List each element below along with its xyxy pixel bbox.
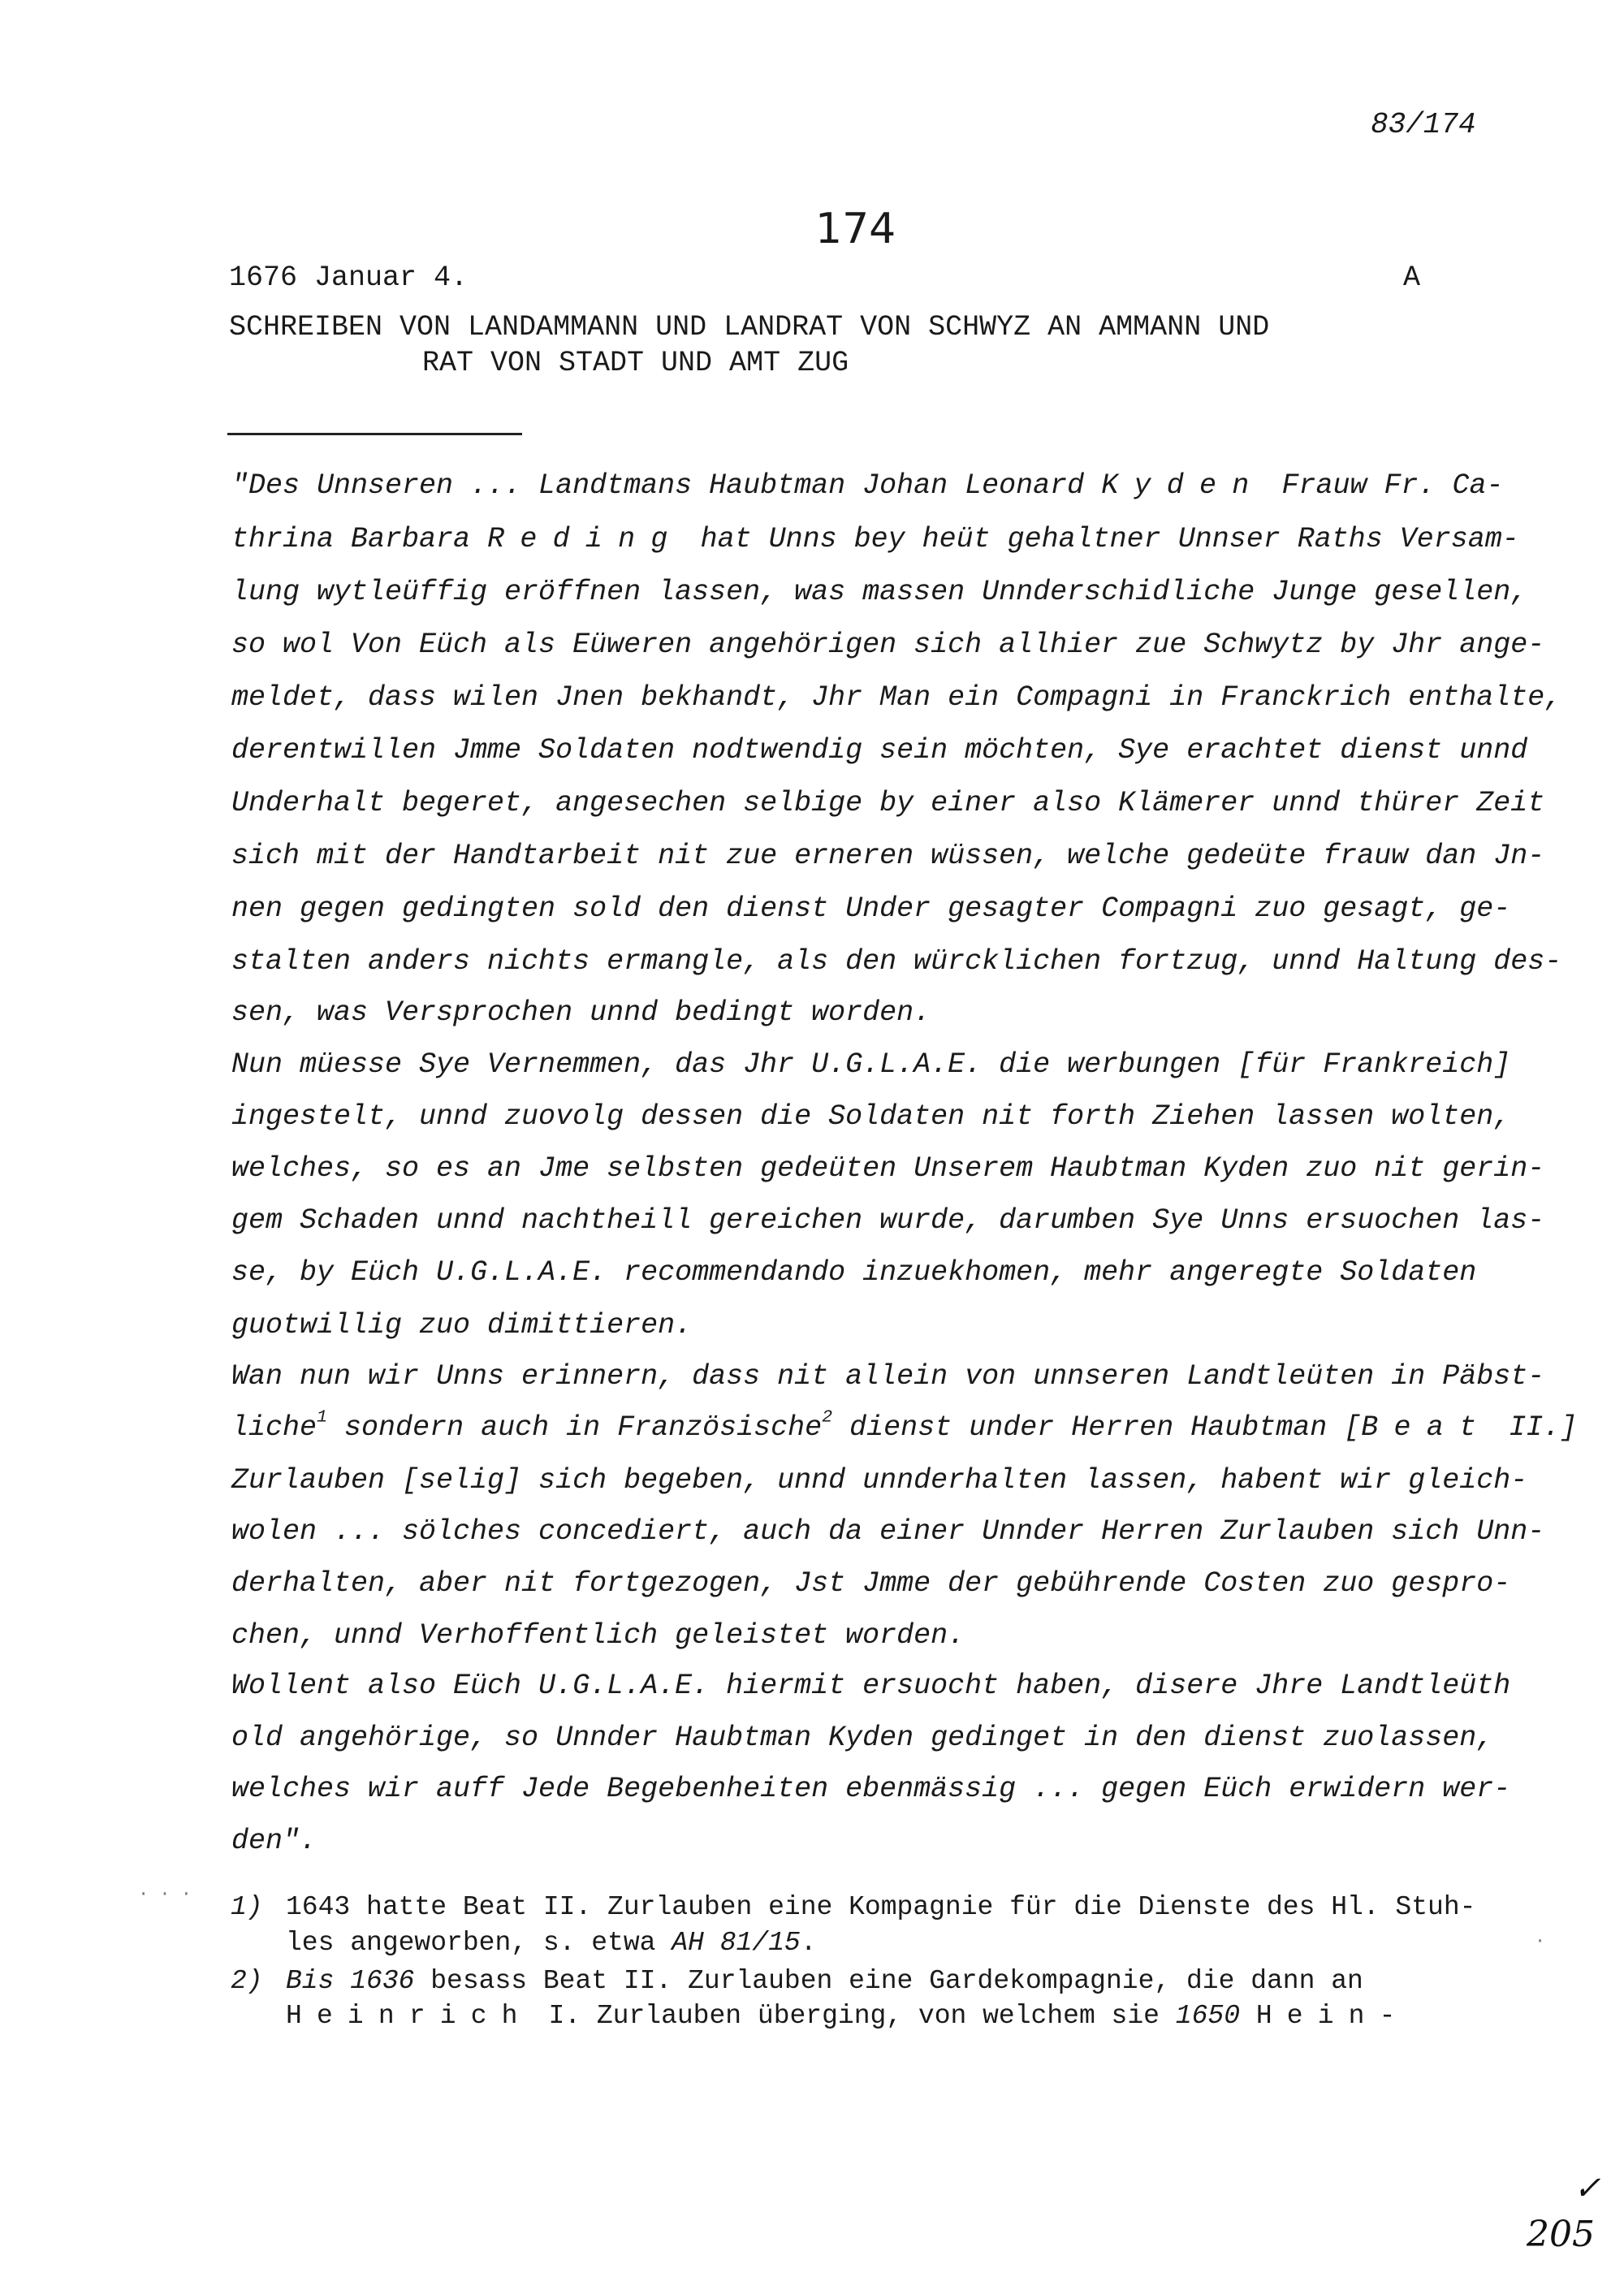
body-line: so wol Von Eüch als Eüweren angehörigen sich allhier zue Schwytz by Jhr ange- [231,629,1545,661]
body-line: gem Schaden unnd nachtheill gereichen wurde, darumben Sye Unns ersuochen las- [231,1204,1545,1237]
footnote-1-line-2: les angeworben, s. etwa AH 81/15. [286,1928,817,1958]
body-line: stalten anders nichts ermangle, als den würcklichen fortzug, unnd Haltung des- [231,945,1562,978]
body-line: old angehörige, so Unnder Haubtman Kyden gedinget in den dienst zuolassen, [231,1722,1494,1754]
body-line: "Des Unnseren ... Landtmans Haubtman Johan Leonard Kyden Frauw Fr. Ca- [231,469,1504,502]
header-rule [227,433,522,435]
footnote-2-line-2: Heinrich I. Zurlauben überging, von welchem sie 1650 Hein- [286,2001,1410,2031]
footnote-1-number: 1) [231,1892,263,1922]
body-line: nen gegen gedingten sold den dienst Under gesagter Compagni zuo gesagt, ge- [231,892,1511,925]
surname-spaced: Kyden [1101,469,1265,502]
body-line: ingestelt, unnd zuovolg dessen die Soldaten nit forth Ziehen lassen wolten, [231,1100,1511,1133]
body-line: chen, unnd Verhoffentlich geleistet worden. [231,1619,965,1652]
body-line: welches wir auff Jede Begebenheiten ebenmässig ... gegen Eüch erwidern wer- [231,1773,1511,1805]
body-line: meldet, dass wilen Jnen bekhandt, Jhr Man ein Compagni in Franckrich enthalte, [231,681,1562,714]
scan-speck: · · · [138,1884,192,1904]
body-line: guotwillig zuo dimittieren. [231,1309,693,1342]
title-line-1: SCHREIBEN VON LANDAMMANN UND LANDRAT VON SCHWYZ AN AMMANN UND [229,311,1270,343]
body-line: Zurlauben [selig] sich begeben, unnd unnderhalten lassen, habent wir gleich- [231,1464,1528,1497]
body-line: wolen ... sölches concediert, auch da einer Unnder Herren Zurlauben sich Unn- [231,1515,1545,1548]
body-line: welches, so es an Jme selbsten gedeüten Unserem Haubtman Kyden zuo nit gerin- [231,1152,1545,1185]
name-spaced: Beat [1361,1411,1492,1444]
body-line: derhalten, aber nit fortgezogen, Jst Jmme der gebührende Costen zuo gespro- [231,1567,1511,1600]
footnote-2-line-1: Bis 1636 besass Beat II. Zurlauben eine Gardekompagnie, die dann an [286,1966,1363,1996]
surname-spaced: Reding [487,523,684,555]
body-line: Nun müesse Sye Vernemmen, das Jhr U.G.L.A.E. die werbungen [für Frankreich] [231,1048,1511,1081]
reference-number: 83/174 [1371,108,1476,141]
document-number: 174 [815,205,896,253]
body-line: den". [231,1825,317,1857]
body-line: liche$^1$ sondern auch in Französische$^2$ dienst under Herren Haubtman [Beat II.] [231,1406,1578,1444]
handwritten-folio-number: 205 [1527,2214,1595,2255]
footnote-marker: 1 [317,1406,328,1428]
grade-letter: A [1403,261,1421,294]
body-line: Underhalt begeret, angesechen selbige by einer also Klämerer unnd thürer Zeit [231,787,1545,819]
title-line-2: RAT VON STADT UND AMT ZUG [422,347,849,379]
handwritten-check-mark: ✓ [1574,2170,1601,2207]
body-line: derentwillen Jmme Soldaten nodtwendig sein möchten, Sye erachtet dienst unnd [231,734,1528,767]
footnote-marker: 2 [822,1406,833,1428]
scan-speck: · [1535,1931,1546,1951]
body-line: thrina Barbara Reding hat Unns bey heüt gehaltner Unnser Raths Versam- [231,523,1519,555]
body-line: sich mit der Handtarbeit nit zue erneren wüssen, welche gedeüte frauw dan Jn- [231,840,1545,872]
body-line: sen, was Versprochen unnd bedingt worden. [231,996,931,1029]
document-date: 1676 Januar 4. [229,261,469,294]
footnote-1-line-1: 1643 hatte Beat II. Zurlauben eine Kompagnie für die Dienste des Hl. Stuh- [286,1892,1476,1922]
body-line: lung wytleüffig eröffnen lassen, was massen Unnderschidliche Junge gesellen, [231,576,1528,608]
body-line: Wollent also Eüch U.G.L.A.E. hiermit ersuocht haben, disere Jhre Landtleüth [231,1670,1511,1702]
body-line: se, by Eüch U.G.L.A.E. recommendando inzuekhomen, mehr angeregte Soldaten [231,1256,1477,1289]
body-line: Wan nun wir Unns erinnern, dass nit allein von unnseren Landtleüten in Päbst- [231,1360,1545,1393]
footnote-2-number: 2) [231,1966,263,1996]
